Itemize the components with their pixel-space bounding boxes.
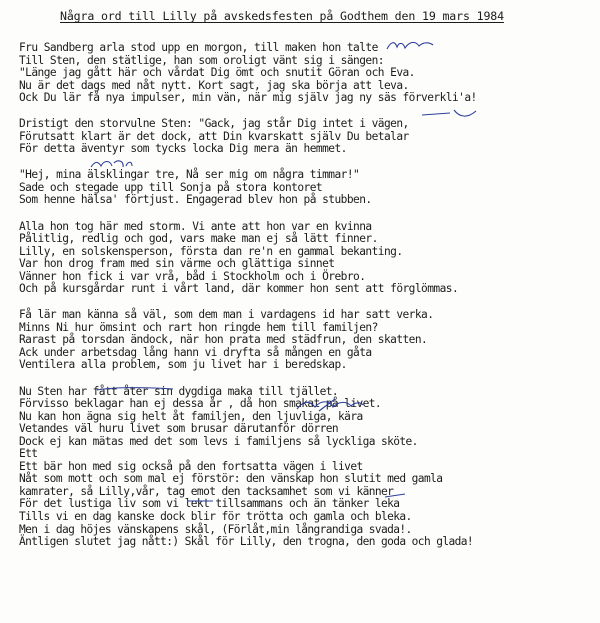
stanza-2 xyxy=(19,118,597,156)
poem-line: Förvisso beklagar han ej dessa år , då hon smakat på livet. xyxy=(19,397,381,411)
poem-line: Fru Sandberg arla stod upp en morgon, till maken hon talte xyxy=(19,41,378,54)
poem-line: Ett bär hon med sig också på den fortsatta vägen i livet xyxy=(19,459,363,473)
poem-line: Vänner hon fick i var vrå, båd i Stockholm och i Örebro. xyxy=(19,269,366,283)
poem-line: För det lustiga liv som vi lekt tillsammans och än tänker leka xyxy=(19,497,400,511)
poem-line: Få lär man känna så väl, som dem man i vardagens id har satt verka. xyxy=(19,308,434,322)
poem-line: kamrater, så Lilly,vår, tag emot den tacksamhet som vi känner xyxy=(19,484,394,498)
poem-line: Nu är det dags med nåt nytt. Kort sagt, jag ska börja att leva. xyxy=(19,78,409,92)
poem-line: Till Sten, den stätlige, han som oroligt vänt sig i sängen: xyxy=(19,53,384,67)
poem-line: "Länge jag gått här och vårdat Dig ömt och snutit Göran och Eva. xyxy=(19,66,415,80)
poem-line: Men i dag höjes vänskapens skål, (Förlåt,min långrandiga svada!. xyxy=(19,522,412,536)
stanza-4 xyxy=(19,221,597,296)
poem-body xyxy=(19,42,597,562)
poem-line: Dock ej kan mätas med det som levs i familjens så lyckliga sköte. xyxy=(19,434,418,448)
poem-line: Sade och stegade upp till Sonja på stora kontoret xyxy=(19,180,323,194)
poem-line: Ett xyxy=(19,447,38,461)
poem-line: Ventilera alla problem, som ju livet har i beredskap. xyxy=(19,358,347,372)
poem-line: Och på kursgårdar runt i vårt land, där kommer hon sent att förglömmas. xyxy=(19,282,459,296)
poem-line: Förutsatt klart är det dock, att Din kvarskatt själv Du betalar xyxy=(19,129,409,143)
poem-line: Lilly, en solskensperson, första dan re'n en gammal bekanting. xyxy=(19,244,403,258)
poem-line: Som henne hälsa' förtjust. Engagerad blev hon på stubben. xyxy=(19,193,372,207)
poem-line: Alla hon tog här med storm. Vi ante att hon var en kvinna xyxy=(19,219,372,233)
poem-line: Tills vi en dag kanske dock blir för trötta och gamla och bleka. xyxy=(19,510,412,523)
poem-line: Pålitlig, redlig och god, vars make man ej så lätt finner. xyxy=(19,232,378,246)
poem-line: Äntligen slutet jag nått:) Skål för Lilly, den trogna, den goda och glada! xyxy=(19,535,474,549)
stanza-3 xyxy=(19,169,597,207)
poem-line: Ack under arbetsdag lång hann vi dryfta så mången en gåta xyxy=(19,345,372,359)
poem-line: Nu Sten har fått åter sin dygdiga maka till tjället. xyxy=(19,384,339,398)
poem-line: Nu kan hon ägna sig helt åt familjen, den ljuvliga, kära xyxy=(19,409,363,423)
poem-line: Dristigt den storvulne Sten: "Gack, jag står Dig intet i vägen, xyxy=(19,117,409,131)
poem-line: Var hon drog fram med sin värme och glättiga sinnet xyxy=(19,257,335,271)
poem-line: Rarast på torsdan ändock, när hon prata med städfrun, den skatten. xyxy=(19,333,428,347)
stanza-1 xyxy=(19,42,597,105)
poem-line: Nåt som mott och som mal ej förstör: den vänskap hon slutit med gamla xyxy=(19,472,443,486)
poem-line: För detta äventyr som tycks locka Dig mera än hemmet. xyxy=(19,142,347,156)
stanza-6 xyxy=(19,386,597,549)
stanza-5 xyxy=(19,309,597,372)
poem-line: Ock Du lär få nya impulser, min vän, när mig själv jag ny säs förverkli'a! xyxy=(19,91,477,105)
page-title: Några ord till Lilly på avskedsfesten på Godthem den 19 mars 1984 xyxy=(60,9,504,23)
poem-line: "Hej, mina älsklingar tre, Nå ser mig om några timmar!" xyxy=(19,168,360,182)
poem-line: Vetandes väl huru livet som brusar därutanför dörren xyxy=(19,422,339,436)
poem-line: Minns Ni hur ömsint och rart hon ringde hem till familjen? xyxy=(19,320,378,334)
